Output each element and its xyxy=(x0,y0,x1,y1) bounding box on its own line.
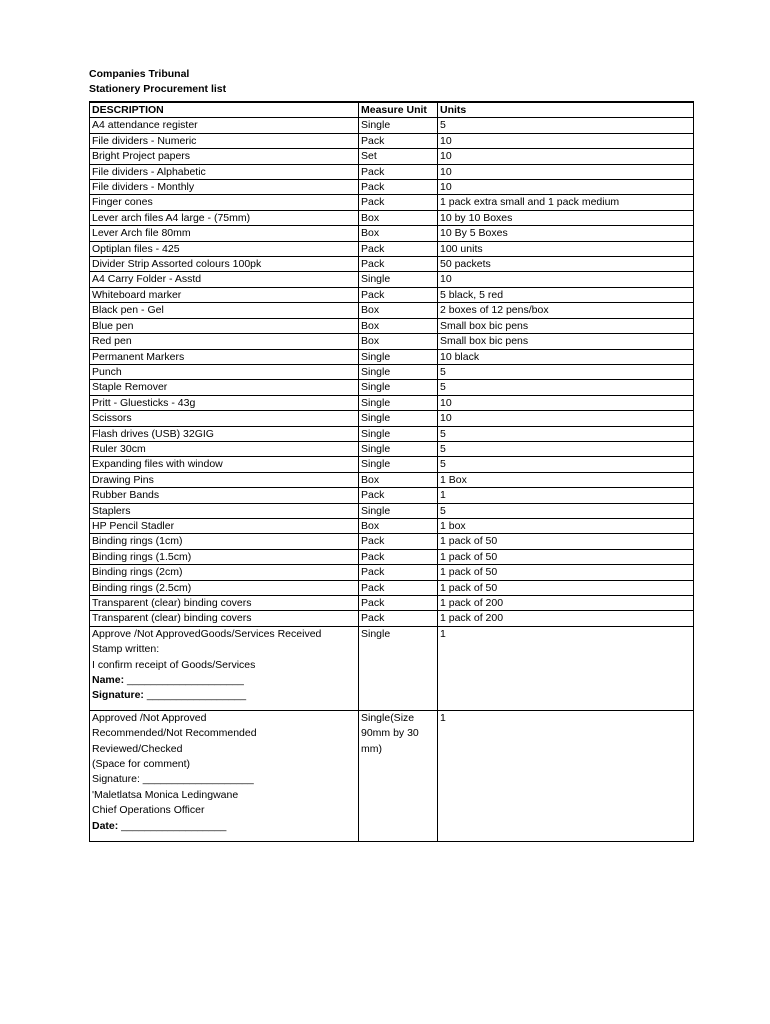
item-measure-unit: Pack xyxy=(359,534,438,549)
approval-measure-line-2: 90mm by 30 xyxy=(361,727,419,740)
receipt-measure-cell: Single xyxy=(359,626,438,710)
table-row xyxy=(90,380,694,395)
item-units: 2 boxes of 12 pens/box xyxy=(438,303,694,318)
table-row xyxy=(90,195,694,210)
item-measure-unit: Pack xyxy=(359,164,438,179)
approval-line-position: Chief Operations Officer xyxy=(92,804,205,817)
receipt-line-approve: Approve /Not ApprovedGoods/Services Received xyxy=(92,627,322,640)
table-row xyxy=(90,226,694,241)
table-row xyxy=(90,534,694,549)
table-row xyxy=(90,303,694,318)
item-measure-unit: Box xyxy=(359,518,438,533)
table-row xyxy=(90,349,694,364)
item-units: 1 pack of 50 xyxy=(438,580,694,595)
table-row xyxy=(90,133,694,148)
item-measure-unit: Pack xyxy=(359,133,438,148)
item-description: Staplers xyxy=(90,503,359,518)
item-units: 5 xyxy=(438,364,694,379)
item-units: 10 xyxy=(438,411,694,426)
table-row xyxy=(90,395,694,410)
receipt-signature-line xyxy=(92,688,356,703)
receipt-name-line xyxy=(92,673,356,688)
procurement-table xyxy=(89,101,694,842)
item-measure-unit: Single xyxy=(359,395,438,410)
table-row xyxy=(90,503,694,518)
item-description: Divider Strip Assorted colours 100pk xyxy=(90,257,359,272)
header-description: DESCRIPTION xyxy=(90,102,359,118)
item-measure-unit: Single xyxy=(359,118,438,133)
approval-measure-cell xyxy=(359,710,438,841)
document-subtitle: Stationery Procurement list xyxy=(89,83,227,95)
item-units: 1 xyxy=(438,488,694,503)
table-row xyxy=(90,426,694,441)
item-units: 5 xyxy=(438,441,694,456)
name-blank: ____________________ xyxy=(124,674,244,687)
item-measure-unit: Pack xyxy=(359,180,438,195)
item-measure-unit: Pack xyxy=(359,195,438,210)
table-row xyxy=(90,580,694,595)
item-description: Rubber Bands xyxy=(90,488,359,503)
table-row xyxy=(90,334,694,349)
item-measure-unit: Pack xyxy=(359,488,438,503)
item-description: Blue pen xyxy=(90,318,359,333)
item-measure-unit: Set xyxy=(359,149,438,164)
table-row xyxy=(90,488,694,503)
signature-label: Signature: xyxy=(92,689,144,702)
item-description: Staple Remover xyxy=(90,380,359,395)
item-units: 1 pack of 200 xyxy=(438,611,694,626)
item-units: 1 pack of 200 xyxy=(438,596,694,611)
table-row xyxy=(90,441,694,456)
item-measure-unit: Single xyxy=(359,380,438,395)
item-measure-unit: Box xyxy=(359,472,438,487)
item-units: 5 xyxy=(438,503,694,518)
item-units: 1 box xyxy=(438,518,694,533)
item-measure-unit: Single xyxy=(359,503,438,518)
item-measure-unit: Single xyxy=(359,441,438,456)
table-row xyxy=(90,287,694,302)
signature-blank: _________________ xyxy=(143,689,247,702)
receipt-line-confirm: I confirm receipt of Goods/Services xyxy=(92,658,256,671)
item-measure-unit: Box xyxy=(359,303,438,318)
item-units: 10 black xyxy=(438,349,694,364)
item-measure-unit: Pack xyxy=(359,549,438,564)
item-description: Lever arch files A4 large - (75mm) xyxy=(90,210,359,225)
table-row xyxy=(90,411,694,426)
table-row xyxy=(90,596,694,611)
header-units: Units xyxy=(438,102,694,118)
table-row xyxy=(90,241,694,256)
item-units: 50 packets xyxy=(438,257,694,272)
item-measure-unit: Pack xyxy=(359,580,438,595)
name-label: Name: xyxy=(92,674,125,687)
item-units: 10 by 10 Boxes xyxy=(438,210,694,225)
item-description: Expanding files with window xyxy=(90,457,359,472)
table-row xyxy=(90,210,694,225)
table-row xyxy=(90,318,694,333)
item-units: 1 pack of 50 xyxy=(438,549,694,564)
approval-line-comment: (Space for comment) xyxy=(92,758,191,771)
item-units: 100 units xyxy=(438,241,694,256)
item-measure-unit: Single xyxy=(359,457,438,472)
table-row xyxy=(90,272,694,287)
item-units: 5 xyxy=(438,380,694,395)
item-units: Small box bic pens xyxy=(438,334,694,349)
item-description: Binding rings (1cm) xyxy=(90,534,359,549)
item-units: 10 By 5 Boxes xyxy=(438,226,694,241)
approval-measure-line-1: Single(Size xyxy=(361,711,415,724)
item-units: 10 xyxy=(438,133,694,148)
approval-date-line xyxy=(92,819,356,834)
item-units: 5 xyxy=(438,426,694,441)
item-description: Finger cones xyxy=(90,195,359,210)
item-description: Ruler 30cm xyxy=(90,441,359,456)
item-measure-unit: Single xyxy=(359,272,438,287)
item-description: Pritt - Gluesticks - 43g xyxy=(90,395,359,410)
item-units: 10 xyxy=(438,164,694,179)
item-description: Black pen - Gel xyxy=(90,303,359,318)
document-page xyxy=(89,67,693,842)
item-description: Flash drives (USB) 32GIG xyxy=(90,426,359,441)
item-description: Transparent (clear) binding covers xyxy=(90,596,359,611)
item-description: Permanent Markers xyxy=(90,349,359,364)
item-description: A4 attendance register xyxy=(90,118,359,133)
item-measure-unit: Pack xyxy=(359,241,438,256)
table-row xyxy=(90,549,694,564)
item-measure-unit: Pack xyxy=(359,565,438,580)
date-blank: __________________ xyxy=(118,819,227,832)
approval-measure-line-3: mm) xyxy=(361,742,382,755)
item-description: Binding rings (2cm) xyxy=(90,565,359,580)
item-description: File dividers - Numeric xyxy=(90,133,359,148)
table-row xyxy=(90,518,694,533)
receipt-cell xyxy=(90,626,359,710)
item-description: Optiplan files - 425 xyxy=(90,241,359,256)
item-description: Bright Project papers xyxy=(90,149,359,164)
item-units: 10 xyxy=(438,180,694,195)
table-row xyxy=(90,364,694,379)
item-description: File dividers - Monthly xyxy=(90,180,359,195)
table-row xyxy=(90,611,694,626)
item-units: 10 xyxy=(438,149,694,164)
table-row xyxy=(90,149,694,164)
item-description: A4 Carry Folder - Asstd xyxy=(90,272,359,287)
approval-line-approved: Approved /Not Approved xyxy=(92,711,207,724)
item-units: Small box bic pens xyxy=(438,318,694,333)
item-description: Lever Arch file 80mm xyxy=(90,226,359,241)
item-measure-unit: Box xyxy=(359,318,438,333)
item-measure-unit: Single xyxy=(359,426,438,441)
item-measure-unit: Box xyxy=(359,226,438,241)
header-measure-unit: Measure Unit xyxy=(359,102,438,118)
approval-line-recommended: Recommended/Not Recommended xyxy=(92,727,257,740)
item-description: HP Pencil Stadler xyxy=(90,518,359,533)
item-description: Drawing Pins xyxy=(90,472,359,487)
item-units: 1 pack of 50 xyxy=(438,565,694,580)
item-measure-unit: Pack xyxy=(359,596,438,611)
table-row xyxy=(90,565,694,580)
item-description: Punch xyxy=(90,364,359,379)
item-units: 1 Box xyxy=(438,472,694,487)
table-row xyxy=(90,164,694,179)
date-label: Date: xyxy=(92,819,119,832)
item-measure-unit: Pack xyxy=(359,287,438,302)
item-measure-unit: Box xyxy=(359,334,438,349)
table-row xyxy=(90,180,694,195)
item-description: Scissors xyxy=(90,411,359,426)
table-row xyxy=(90,457,694,472)
item-units: 5 xyxy=(438,118,694,133)
item-description: Whiteboard marker xyxy=(90,287,359,302)
document-title: Companies Tribunal xyxy=(89,68,190,80)
item-units: 1 pack extra small and 1 pack medium xyxy=(438,195,694,210)
item-description: Red pen xyxy=(90,334,359,349)
table-body xyxy=(90,118,694,626)
item-measure-unit: Pack xyxy=(359,611,438,626)
item-measure-unit: Single xyxy=(359,411,438,426)
item-units: 1 pack of 50 xyxy=(438,534,694,549)
table-header-row xyxy=(90,102,694,118)
item-units: 10 xyxy=(438,395,694,410)
item-measure-unit: Single xyxy=(359,364,438,379)
approval-line-reviewed: Reviewed/Checked xyxy=(92,742,183,755)
item-description: Transparent (clear) binding covers xyxy=(90,611,359,626)
approval-cell xyxy=(90,710,359,841)
item-measure-unit: Pack xyxy=(359,257,438,272)
receipt-row xyxy=(90,626,694,710)
receipt-units-cell: 1 xyxy=(438,626,694,710)
table-row xyxy=(90,118,694,133)
item-description: File dividers - Alphabetic xyxy=(90,164,359,179)
approval-row xyxy=(90,710,694,841)
item-units: 5 black, 5 red xyxy=(438,287,694,302)
table-row xyxy=(90,472,694,487)
approval-units-cell: 1 xyxy=(438,710,694,841)
approval-line-signatory: 'Maletlatsa Monica Ledingwane xyxy=(92,788,239,801)
approval-line-signature: Signature: ___________________ xyxy=(92,773,254,786)
item-measure-unit: Box xyxy=(359,210,438,225)
item-measure-unit: Single xyxy=(359,349,438,364)
receipt-line-stamp: Stamp written: xyxy=(92,643,160,656)
table-row xyxy=(90,257,694,272)
item-units: 10 xyxy=(438,272,694,287)
item-description: Binding rings (1.5cm) xyxy=(90,549,359,564)
item-description: Binding rings (2.5cm) xyxy=(90,580,359,595)
item-units: 5 xyxy=(438,457,694,472)
